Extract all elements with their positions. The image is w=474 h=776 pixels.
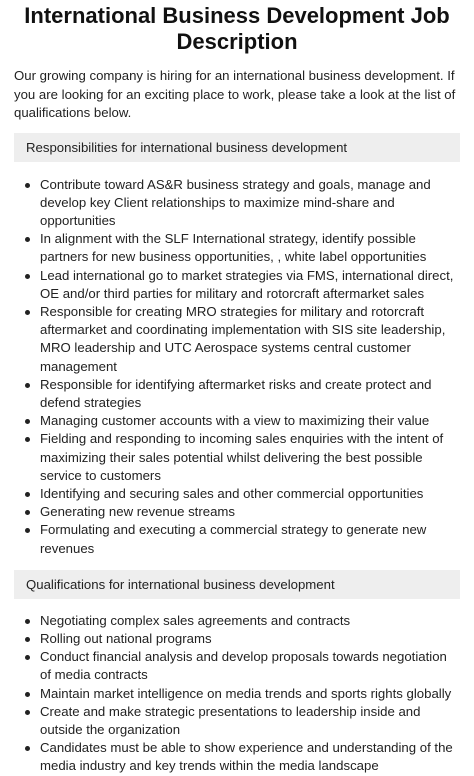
responsibility-item xyxy=(14,230,460,266)
responsibility-text: Managing customer accounts with a view to maximizing their value xyxy=(40,413,430,429)
responsibility-text: Identifying and securing sales and other commercial opportunities xyxy=(40,485,424,501)
responsibility-item xyxy=(14,430,460,485)
bullet-icon xyxy=(25,383,30,388)
responsibility-item xyxy=(14,267,460,303)
page-title: International Business Development Job Description xyxy=(24,3,450,54)
qualification-text: Create and make strategic presentations to leadership inside and outside the organization xyxy=(40,703,421,737)
bullet-icon xyxy=(25,655,30,660)
bullet-icon xyxy=(25,492,30,497)
responsibilities-heading: Responsibilities for international business development xyxy=(14,133,460,162)
intro-paragraph: Our growing company is hiring for an international business development. If you are looking for an exciting place to work, please take a look at the list of qualifications below. xyxy=(14,68,456,120)
responsibilities-list xyxy=(14,176,460,558)
qualification-item xyxy=(14,648,460,684)
responsibility-item xyxy=(14,376,460,412)
bullet-icon xyxy=(25,637,30,642)
responsibility-item xyxy=(14,303,460,376)
bullet-icon xyxy=(25,237,30,242)
bullet-icon xyxy=(25,692,30,697)
qualification-text: Conduct financial analysis and develop proposals towards negotiation of media contracts xyxy=(40,649,447,683)
bullet-icon xyxy=(25,510,30,515)
responsibility-text: Responsible for creating MRO strategies for military and rotorcraft aftermarket and coordinating implementation with SIS site leadership, MRO leadership and UTC Aerospace systems central customer management xyxy=(40,303,446,374)
responsibility-text: Formulating and executing a commercial strategy to generate new revenues xyxy=(40,522,427,556)
responsibility-item xyxy=(14,485,460,503)
bullet-icon xyxy=(25,310,30,315)
qualifications-heading: Qualifications for international business development xyxy=(14,570,460,599)
responsibility-text: Generating new revenue streams xyxy=(40,504,235,520)
qualification-item xyxy=(14,612,460,630)
bullet-icon xyxy=(25,437,30,442)
bullet-icon xyxy=(25,419,30,424)
bullet-icon xyxy=(25,528,30,533)
qualification-text: Candidates must be able to show experience and understanding of the media industry and key trends within the media landscape xyxy=(40,740,453,774)
qualification-item xyxy=(14,739,460,775)
qualification-text: Maintain market intelligence on media trends and sports rights globally xyxy=(40,685,452,701)
qualification-text: Negotiating complex sales agreements and contracts xyxy=(40,612,351,628)
qualification-item xyxy=(14,630,460,648)
bullet-icon xyxy=(25,746,30,751)
qualifications-list xyxy=(14,612,460,776)
responsibility-text: In alignment with the SLF International strategy, identify possible partners for new business opportunities, , white label opportunities xyxy=(40,231,427,265)
responsibility-text: Lead international go to market strategies via FMS, international direct, OE and/or third parties for military and rotorcraft aftermarket sales xyxy=(40,267,454,301)
responsibility-item xyxy=(14,503,460,521)
responsibility-text: Contribute toward AS&R business strategy and goals, manage and develop key Client relationships to maximize mind-share and opportunities xyxy=(40,176,431,228)
responsibility-item xyxy=(14,176,460,231)
responsibility-item xyxy=(14,412,460,430)
responsibility-item xyxy=(14,521,460,557)
bullet-icon xyxy=(25,619,30,624)
qualification-item xyxy=(14,685,460,703)
responsibility-text: Fielding and responding to incoming sales enquiries with the intent of maximizing their sales potential whilst delivering the best possible service to customers xyxy=(40,431,444,483)
bullet-icon xyxy=(25,183,30,188)
qualification-item xyxy=(14,703,460,739)
responsibility-text: Responsible for identifying aftermarket risks and create protect and defend strategies xyxy=(40,376,432,410)
qualification-text: Rolling out national programs xyxy=(40,630,212,646)
bullet-icon xyxy=(25,710,30,715)
bullet-icon xyxy=(25,274,30,279)
